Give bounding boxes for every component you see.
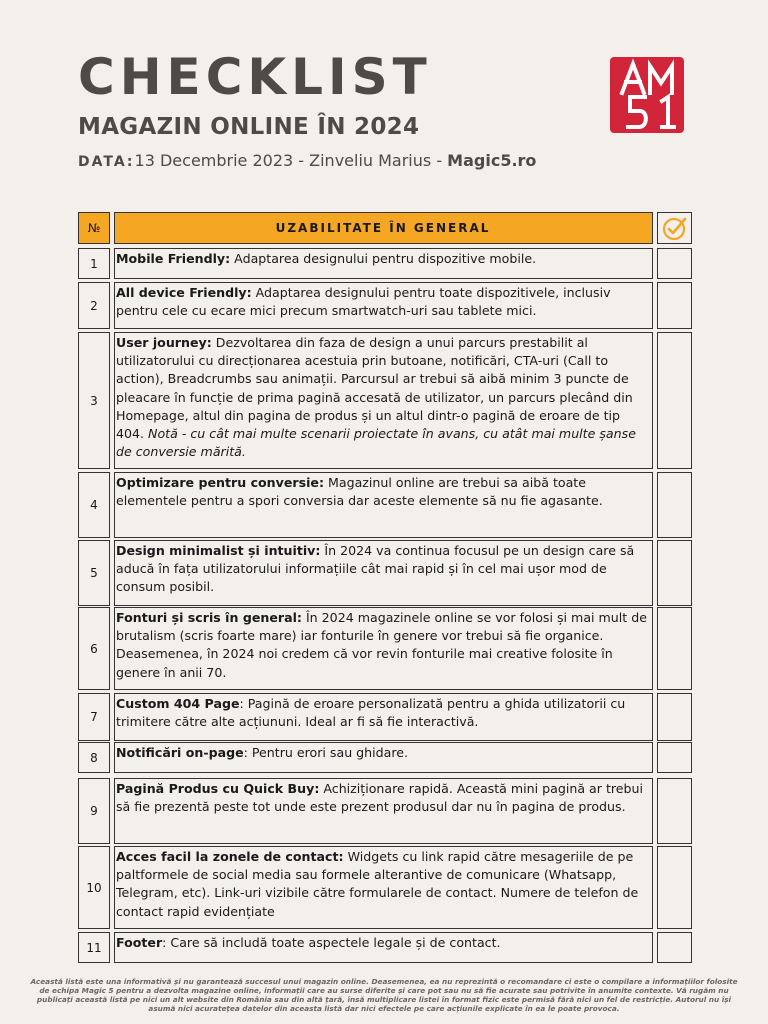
row-title: Optimizare pentru conversie: <box>116 475 324 490</box>
row-description <box>114 248 653 279</box>
row-number: 9 <box>78 778 110 844</box>
row-title: User journey: <box>116 335 212 350</box>
row-number: 5 <box>78 540 110 606</box>
row-title: Notificări on-page <box>116 745 244 760</box>
row-text: Widgets cu link rapid către mesageriile de pe paltformele de social media sau formele alterantive de comunicare (Whatsapp, Telegram, etc). Link-uri vizibile către formularele de contact. Numere de telefon de contact rapid evidențiate <box>116 849 639 919</box>
header-check-cell <box>657 212 692 244</box>
row-title: Mobile Friendly: <box>116 251 231 266</box>
row-text: Adaptarea designului pentru toate dispozitivele, inclusiv pentru cele cu ecare mici precum smartwatch-uri sau tablete mici. <box>116 285 611 319</box>
row-checkbox[interactable] <box>657 282 692 329</box>
logo-am5-icon <box>610 57 684 133</box>
row-title: Footer <box>116 935 163 950</box>
brand-name: Magic5.ro <box>447 151 537 170</box>
section-title: UZABILITATE ÎN GENERAL <box>114 212 653 244</box>
page-subtitle: MAGAZIN ONLINE ÎN 2024 <box>78 114 420 140</box>
row-description <box>114 846 653 929</box>
row-text: : Care să includă toate aspectele legale și de contact. <box>162 935 501 950</box>
row-checkbox[interactable] <box>657 778 692 844</box>
row-number: 2 <box>78 282 110 329</box>
row-checkbox[interactable] <box>657 742 692 773</box>
row-description <box>114 693 653 741</box>
row-checkbox[interactable] <box>657 607 692 690</box>
row-number: 11 <box>78 932 110 963</box>
row-title: Custom 404 Page <box>116 696 240 711</box>
row-text: Adaptarea designului pentru dispozitive mobile. <box>230 251 537 266</box>
row-checkbox[interactable] <box>657 693 692 741</box>
row-number: 1 <box>78 248 110 279</box>
row-checkbox[interactable] <box>657 540 692 606</box>
row-checkbox[interactable] <box>657 248 692 279</box>
row-number: 8 <box>78 742 110 773</box>
row-title: Acces facil la zonele de contact: <box>116 849 344 864</box>
row-text: În 2024 magazinele online se vor folosi și mai mult de brutalism (scris foarte mare) iar fonturile în genere vor trebui să fie organice. Deasemenea, în 2024 noi credem că vor revin fonturile mai creative folosite în genere în anii 70. <box>116 610 647 680</box>
row-number: 3 <box>78 332 110 469</box>
row-text: : Pentru erori sau ghidare. <box>243 745 409 760</box>
row-description <box>114 332 653 469</box>
row-description <box>114 540 653 606</box>
row-checkbox[interactable] <box>657 472 692 538</box>
row-checkbox[interactable] <box>657 846 692 929</box>
row-description <box>114 282 653 329</box>
row-number: 10 <box>78 846 110 929</box>
row-text: Magazinul online are trebui sa aibă toate elementele pentru a spori conversia dar aceste elemente să nu fie agasante. <box>116 475 603 509</box>
row-title: Design minimalist și intuitiv: <box>116 543 321 558</box>
row-title: Pagină Produs cu Quick Buy: <box>116 781 320 796</box>
row-number: 4 <box>78 472 110 538</box>
row-description <box>114 778 653 844</box>
row-checkbox[interactable] <box>657 932 692 963</box>
check-circle-icon <box>662 215 688 241</box>
row-text: : Pagină de eroare personalizată pentru a ghida utilizatorii cu trimitere către alte acțiununi. Ideal ar fi să fie interactivă. <box>116 696 626 730</box>
page-title: CHECKLIST <box>78 48 432 106</box>
header-number-cell: № <box>78 212 110 244</box>
date-text: 13 Decembrie 2023 - Zinveliu Marius - <box>134 151 448 170</box>
row-text: Achiziționare rapidă. Această mini pagină ar trebui să fie prezentă peste tot unde este prezent produsul dar nu în pagina de produs. <box>116 781 644 815</box>
magic5-logo <box>610 57 684 133</box>
row-description <box>114 932 653 963</box>
disclaimer: Această listă este una informativă și nu garantează succesul unui magazin online. Deasemenea, ea nu reprezintă o recomandare ci este o compilare a informațiilor folosite de echipa Magic 5 pentru a dezvolta magazine online, informații care au surse diferite și care pot sau nu să fie acurate sau potrivite în anumite contexte. Vă rugăm nu publicați această listă pe nici un alt website din România sau din altă țară, însă multiplicare listei în format fizic este permisă fără nici un fel de restricție. Autorul nu își asumă nici acuratețea datelor din aceasta listă dar nici efectele pe care acțiunile explicate în ea le poate provoca. <box>30 977 738 1013</box>
row-title: Fonturi și scris în general: <box>116 610 302 625</box>
row-title: All device Friendly: <box>116 285 252 300</box>
row-text: În 2024 va continua focusul pe un design care să aducă în fața utilizatorului informațiile cât mai rapid și în cel mai ușor mod de consum posibil. <box>116 543 635 595</box>
date-label: DATA: <box>78 154 135 170</box>
row-number: 6 <box>78 607 110 690</box>
row-note: Notă - cu cât mai multe scenarii proiectate în avans, cu atât mai multe șanse de conversie mărită. <box>116 426 636 460</box>
row-description <box>114 472 653 538</box>
row-description <box>114 607 653 690</box>
row-number: 7 <box>78 693 110 741</box>
row-text: Dezvoltarea din faza de design a unui parcurs prestabilit al utilizatorului cu direcționarea acestuia prin butoane, notificări, CTA-uri (Call to action), Breadcrumbs sau animații. Parcursul ar trebui să aibă minim 3 puncte de pleacare în funcție de prima pagină accesată de utilizator, un parcurs plecând din Homepage, altul din pagina de produs și un altul dintr-o pagină de eroare de tip 404. <box>116 335 633 442</box>
row-description <box>114 742 653 773</box>
date-line <box>78 151 536 170</box>
row-checkbox[interactable] <box>657 332 692 469</box>
